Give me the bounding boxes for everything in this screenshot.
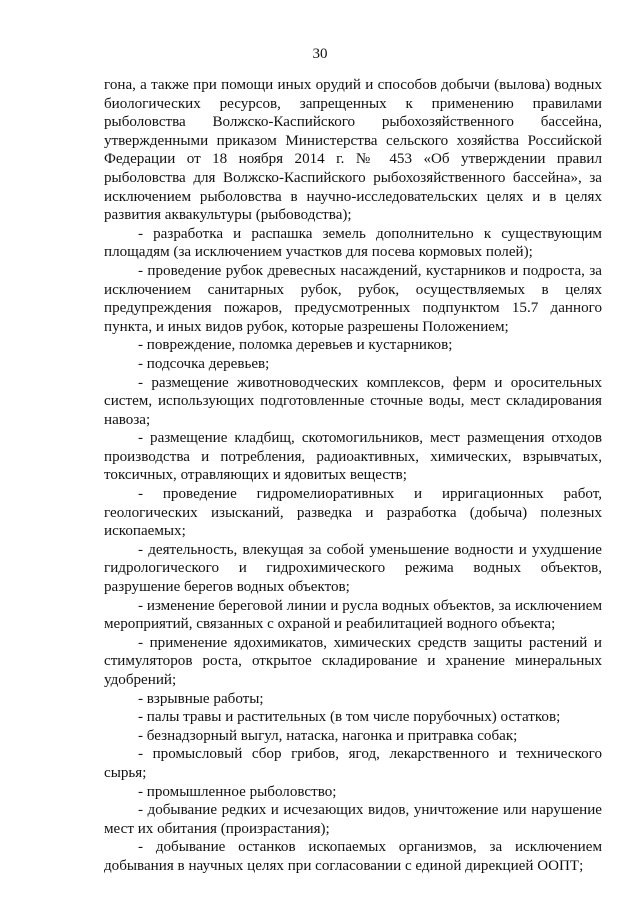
paragraph-continuation: гона, а также при помощи иных орудий и способов добычи (вылова) водных биологических ресурсов, запрещенных к применению правилами рыболовства Волжско-Каспийского рыбохозяйственного бассейна, утвержденными приказом Министерства сельского хозяйства Российской Федерации от 18 ноября 2014 г. № 453 «Об утверждении правил рыболовства для Волжско-Каспийского рыбохозяйственного бассейна», за исключением рыболовства в научно-исследовательских целях и в целях развития аквакультуры (рыбоводства); <box>104 77 602 224</box>
list-item-tree-tapping: - подсочка деревьев; <box>138 355 270 372</box>
page-number: 30 <box>312 46 328 62</box>
list-item-grass-burning: - палы травы и растительных (в том числе порубочных) остатков; <box>138 709 561 726</box>
list-item-cemeteries-waste: - размещение кладбищ, скотомогильников, мест размещения отходов производства и потребления, радиоактивных, химических, взрывчатых, токсичных, отравляющих и ядовитых веществ; <box>104 430 602 484</box>
list-item-tree-felling: - проведение рубок древесных насаждений, кустарников и подроста, за исключением санитарных рубок, рубок, осуществляемых в целях предупреждения пожаров, предусмотренных подпунктом 15.7 данного пункта, и иных видов рубок, которые разрешены Положением; <box>104 262 602 335</box>
list-item-hydromelioration: - проведение гидромелиоративных и ирригационных работ, геологических изысканий, разведка и разработка (добыча) полезных ископаемых; <box>104 486 602 540</box>
list-item-shoreline-change: - изменение береговой линии и русла водных объектов, за исключением мероприятий, связанных с охраной и реабилитацией водного объекта; <box>104 597 602 633</box>
document-body <box>104 76 602 876</box>
list-item-blasting: - взрывные работы; <box>138 690 264 707</box>
list-item-water-reduction: - деятельность, влекущая за собой уменьшение водности и ухудшение гидрологического и гидрохимического режима водных объектов, разрушение берегов водных объектов; <box>104 541 602 596</box>
list-item-industrial-fishing: - промышленное рыболовство; <box>138 783 337 800</box>
list-item-fossils: - добывание останков ископаемых организмов, за исключением добывания в научных целях при согласовании с единой дирекцией ООПТ; <box>104 839 602 874</box>
list-item-pesticides: - применение ядохимикатов, химических средств защиты растений и стимуляторов роста, открытое складирование и хранение минеральных удобрений; <box>104 634 602 688</box>
list-item-livestock-complexes: - размещение животноводческих комплексов, ферм и оросительных систем, использующих подготовленные сточные воды, мест складирования навоза; <box>104 374 602 428</box>
list-item-rare-species: - добывание редких и исчезающих видов, уничтожение или нарушение мест их обитания (произрастания); <box>104 802 602 837</box>
list-item-dog-walking: - безнадзорный выгул, натаска, нагонка и притравка собак; <box>138 727 518 744</box>
list-item-land-plowing: - разработка и распашка земель дополнительно к существующим площадям (за исключением участков для посева кормовых полей); <box>104 225 602 261</box>
list-item-commercial-gathering: - промысловый сбор грибов, ягод, лекарственного и технического сырья; <box>104 746 602 781</box>
list-item-tree-damage: - повреждение, поломка деревьев и кустарников; <box>138 337 453 354</box>
